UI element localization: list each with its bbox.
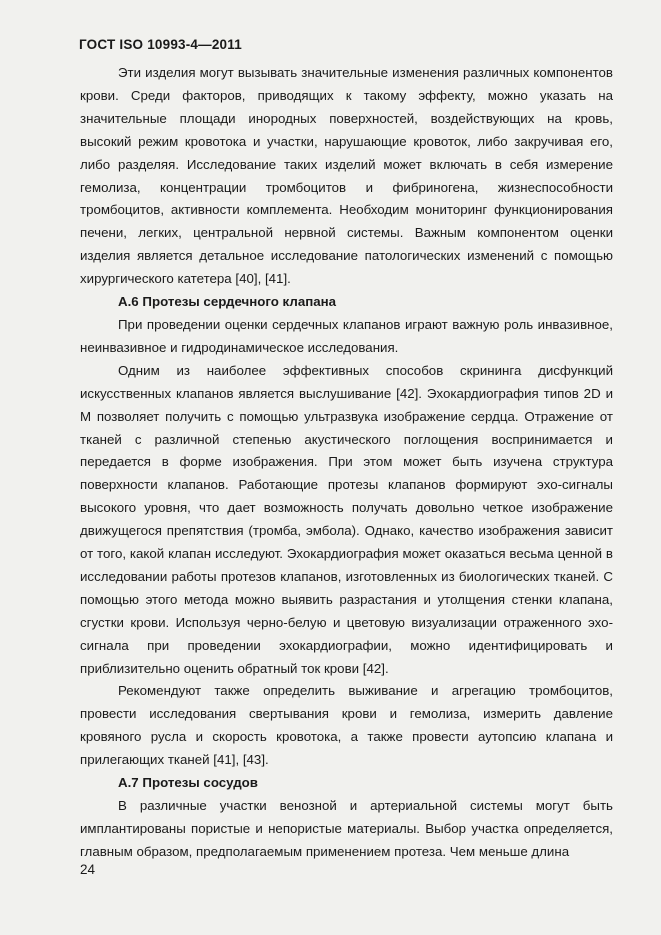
standard-header: ГОСТ ISO 10993-4—2011 (79, 37, 242, 52)
page-number: 24 (80, 862, 96, 877)
paragraph: В различные участки венозной и артериальной системы могут быть имплантированы пористые и непористые материалы. Выбор участка определяется, главным образом, предполагаемым применением протеза. Чем меньше длина (80, 798, 613, 859)
paragraph: При проведении оценки сердечных клапанов играют важную роль инвазивное, неинвазивное и гидродинамическое исследования. (80, 316, 613, 355)
section-heading-a7: А.7 Протезы сосудов (118, 775, 258, 791)
section-heading-a6: А.6 Протезы сердечного клапана (118, 294, 337, 310)
document-body (80, 62, 613, 864)
paragraph: Эти изделия могут вызывать значительные изменения различных компонентов крови. Среди факторов, приводящих к такому эффекту, можно указать на значительные площади инородных поверхностей, воздействующих на кровь, высокий режим кровотока и участки, нарушающие кровоток, либо закручивая его, либо разделяя. Исследование таких изделий может включать в себя измерение гемолиза, концентрации тромбоцитов и фибриногена, жизнеспособности тромбоцитов, активности комплемента. Необходим мониторинг функционирования печени, легких, центральной нервной системы. Важным компонентом оценки изделия является детальное исследование патологических изменений с помощью хирургического катетера [40], [41]. (80, 65, 613, 287)
paragraph: Одним из наиболее эффективных способов скрининга дисфункций искусственных клапанов является выслушивание [42]. Эхокардиография типов 2D и M позволяет получить с помощью ультразвука изображение сердца. Отражение от тканей с различной степенью акустического поглощения воспринимается и передается в форме изображения. При этом может быть изучена структура поверхности клапанов. Работающие протезы клапанов формируют эхо-сигналы высокого уровня, что дает возможность получать довольно четкое изображение движущегося препятствия (тромба, эмбола). Однако, качество изображения зависит от того, какой клапан исследуют. Эхокардиография может оказаться весьма ценной в исследовании работы протезов клапанов, изготовленных из биологических тканей. С помощью этого метода можно выявить разрастания и утолщения стенки клапана, сгустки крови. Используя черно-белую и цветовую визуализации отраженного эхо-сигнала при проведении эхокардиографии, можно идентифицировать и приблизительно оценить обратный ток крови [42]. (80, 362, 613, 676)
paragraph: Рекомендуют также определить выживание и агрегацию тромбоцитов, провести исследования свертывания крови и гемолиза, измерить давление кровяного русла и скорость кровотока, а также провести аутопсию клапана и прилегающих тканей [41], [43]. (80, 683, 613, 768)
